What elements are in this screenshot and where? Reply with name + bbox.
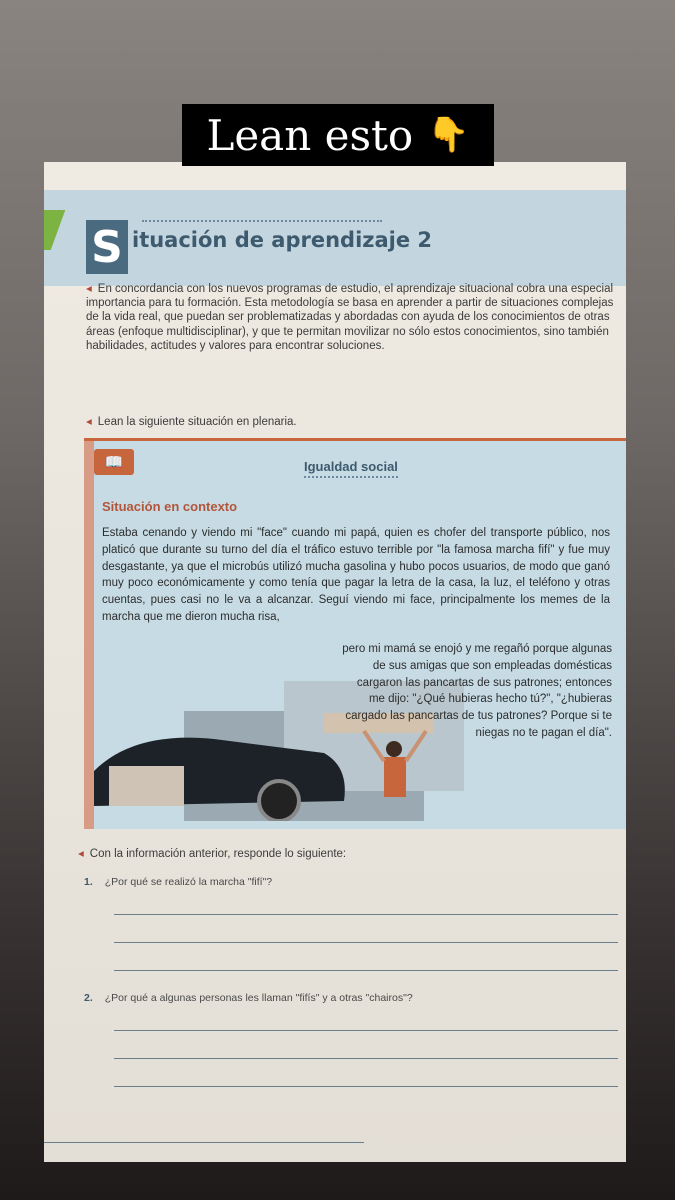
instruction [86, 414, 297, 428]
situation-box [84, 438, 626, 829]
car-door-panel [109, 766, 184, 806]
footer-rule [44, 1142, 364, 1143]
box-title: Igualdad social [304, 459, 398, 478]
story-main: Estaba cenando y viendo mi "face" cuando mi papá, quien es chofer del transporte público, nos platicó que durante su turno del día el tráfico estuvo terrible por "la famosa marcha fifí" y fue muy desgastante, ya que el microbús utilizó mucha gasolina y hubo pocos usuarios, de modo que ganó muy poco económicamente y como tenía que pagar la letra de la casa, la luz, el teléfono y otras cuentas, pues casi no le va a alcanzar. Seguí viendo mi face, principalmente los memes de la marcha que me dieron mucha risa, [102, 527, 610, 623]
question-1 [84, 876, 272, 888]
textbook-page [44, 162, 626, 1162]
textbook-photo [44, 162, 626, 1162]
box-subhead: Situación en contexto [102, 499, 238, 514]
answer-line[interactable] [114, 1058, 618, 1059]
intro-block [86, 282, 621, 359]
instruction-text: Lean la siguiente situación en plenaria. [97, 416, 297, 428]
bullet-icon: ◂ [86, 283, 92, 295]
intro-paragraph: En concordancia con los nuevos programas de estudio, el aprendizaje situacional cobra una especial importancia para tu formación. Esta metodología se basa en aprender a partir de situaciones complejas de la vida real, que puedan ser problematizadas y abordadas con ayuda de los conocimientos de otras áreas (enfoque multidisciplinar), y que te permitan movilizar no sólo estos conocimientos, sino también habilidades, actitudes y valores para encontrar soluciones. [86, 283, 614, 352]
answer-line[interactable] [114, 1030, 618, 1031]
open-book-icon: 📖 [94, 449, 134, 475]
questions-intro-text: Con la información anterior, responde lo siguiente: [89, 848, 347, 860]
question-number: 2. [84, 992, 93, 1004]
title-dotted-rule [142, 220, 382, 222]
answer-line[interactable] [114, 970, 618, 971]
question-text: ¿Por qué a algunas personas les llaman "fifís" y a otras "chairos"? [104, 992, 413, 1004]
section-title: ituación de aprendizaje 2 [132, 228, 433, 252]
question-2 [84, 992, 413, 1004]
question-text: ¿Por qué se realizó la marcha "fifí"? [104, 876, 273, 888]
question-number: 1. [84, 876, 93, 888]
story-caption [182, 104, 494, 166]
bullet-icon: ◂ [86, 416, 92, 428]
bullet-icon: ◂ [78, 848, 84, 860]
protester-head [386, 741, 402, 757]
car-wheel [259, 781, 299, 821]
answer-line[interactable] [114, 914, 618, 915]
story-right: pero mi mamá se enojó y me regañó porque algunas de sus amigas que son empleadas domésticas cargaron las pancartas de sus patrones; entonces me dijo: "¿Qué hubieras hecho tú?", "¿hubieras cargado las pancartas de tus patrones? Porque si te niegas no te pagan el día". [342, 643, 612, 739]
answer-line[interactable] [114, 1086, 618, 1087]
questions-intro [78, 846, 346, 860]
caption-text: Lean esto [206, 110, 414, 160]
box-accent-bar [84, 441, 94, 829]
answer-line[interactable] [114, 942, 618, 943]
protester-body [384, 757, 406, 797]
section-letter-badge: S [86, 220, 128, 274]
pointing-down-hand-icon: 👇 [427, 115, 470, 155]
